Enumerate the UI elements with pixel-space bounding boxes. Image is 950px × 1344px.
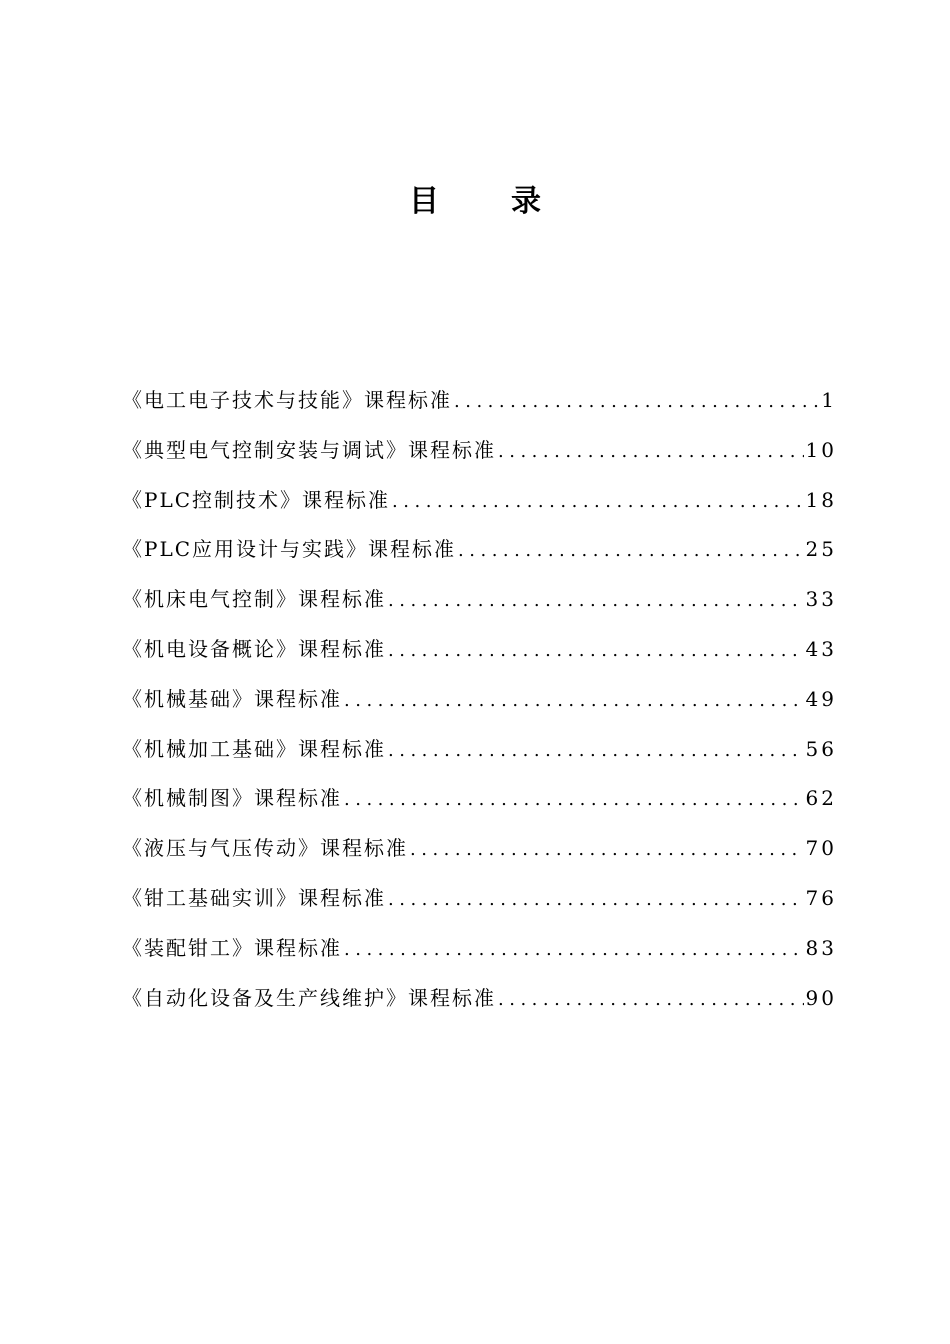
toc-page-number: 1 [821, 388, 837, 412]
toc-leader-dots [344, 683, 804, 719]
toc-entry[interactable] [122, 531, 837, 581]
toc-title: 目录 [409, 184, 613, 219]
toc-page-number: 25 [805, 537, 837, 562]
toc-entry-label: 《自动化设备及生产线维护》课程标准 [122, 985, 496, 1010]
toc-entry-label: 《电工电子技术与技能》课程标准 [122, 388, 452, 412]
toc-entry[interactable] [122, 780, 837, 830]
toc-page-number: 76 [805, 885, 837, 910]
toc-entry-label: 《装配钳工》课程标准 [122, 935, 342, 960]
toc-entry[interactable] [122, 432, 837, 482]
toc-leader-dots [410, 832, 804, 868]
toc-entry[interactable] [122, 830, 837, 880]
toc-entry[interactable] [122, 930, 837, 980]
toc-leader-dots [388, 633, 804, 669]
toc-leader-dots [454, 384, 819, 420]
toc-leader-dots [498, 982, 804, 1018]
toc-leader-dots [458, 533, 804, 569]
toc-entry-label: 《机械加工基础》课程标准 [122, 736, 386, 761]
toc-page-number: 10 [805, 437, 837, 462]
toc-entry[interactable] [122, 980, 837, 1030]
toc-list [122, 382, 837, 1029]
toc-leader-dots [344, 782, 804, 818]
toc-entry-label: 《钳工基础实训》课程标准 [122, 885, 386, 910]
toc-entry[interactable] [122, 731, 837, 781]
toc-leader-dots [498, 434, 804, 470]
toc-leader-dots [388, 583, 804, 619]
toc-page-number: 56 [805, 736, 837, 761]
toc-page-number: 83 [805, 935, 837, 960]
toc-entry-label: 《机械制图》课程标准 [122, 786, 342, 811]
toc-entry-label: 《机电设备概论》课程标准 [122, 636, 386, 661]
toc-entry[interactable] [122, 681, 837, 731]
toc-entry[interactable] [122, 382, 837, 432]
toc-entry[interactable] [122, 631, 837, 681]
toc-entry-label: 《机械基础》课程标准 [122, 686, 342, 711]
toc-page-number: 62 [805, 786, 837, 811]
toc-entry[interactable] [122, 581, 837, 631]
toc-page-number: 43 [805, 636, 837, 661]
toc-leader-dots [388, 882, 804, 918]
toc-leader-dots [392, 484, 804, 520]
toc-page-number: 18 [805, 487, 837, 512]
toc-entry-label: 《典型电气控制安装与调试》课程标准 [122, 437, 496, 462]
toc-entry-label: 《液压与气压传动》课程标准 [122, 836, 408, 861]
toc-entry[interactable] [122, 880, 837, 930]
toc-entry-label: 《机床电气控制》课程标准 [122, 587, 386, 612]
toc-leader-dots [344, 932, 804, 968]
toc-leader-dots [388, 733, 804, 769]
toc-entry[interactable] [122, 482, 837, 532]
toc-page-number: 33 [805, 587, 837, 612]
toc-entry-label: 《PLC控制技术》课程标准 [122, 487, 391, 512]
toc-page-number: 90 [805, 985, 837, 1010]
toc-entry-label: 《PLC应用设计与实践》课程标准 [122, 537, 457, 562]
toc-page-number: 70 [805, 836, 837, 861]
toc-page-number: 49 [805, 686, 837, 711]
